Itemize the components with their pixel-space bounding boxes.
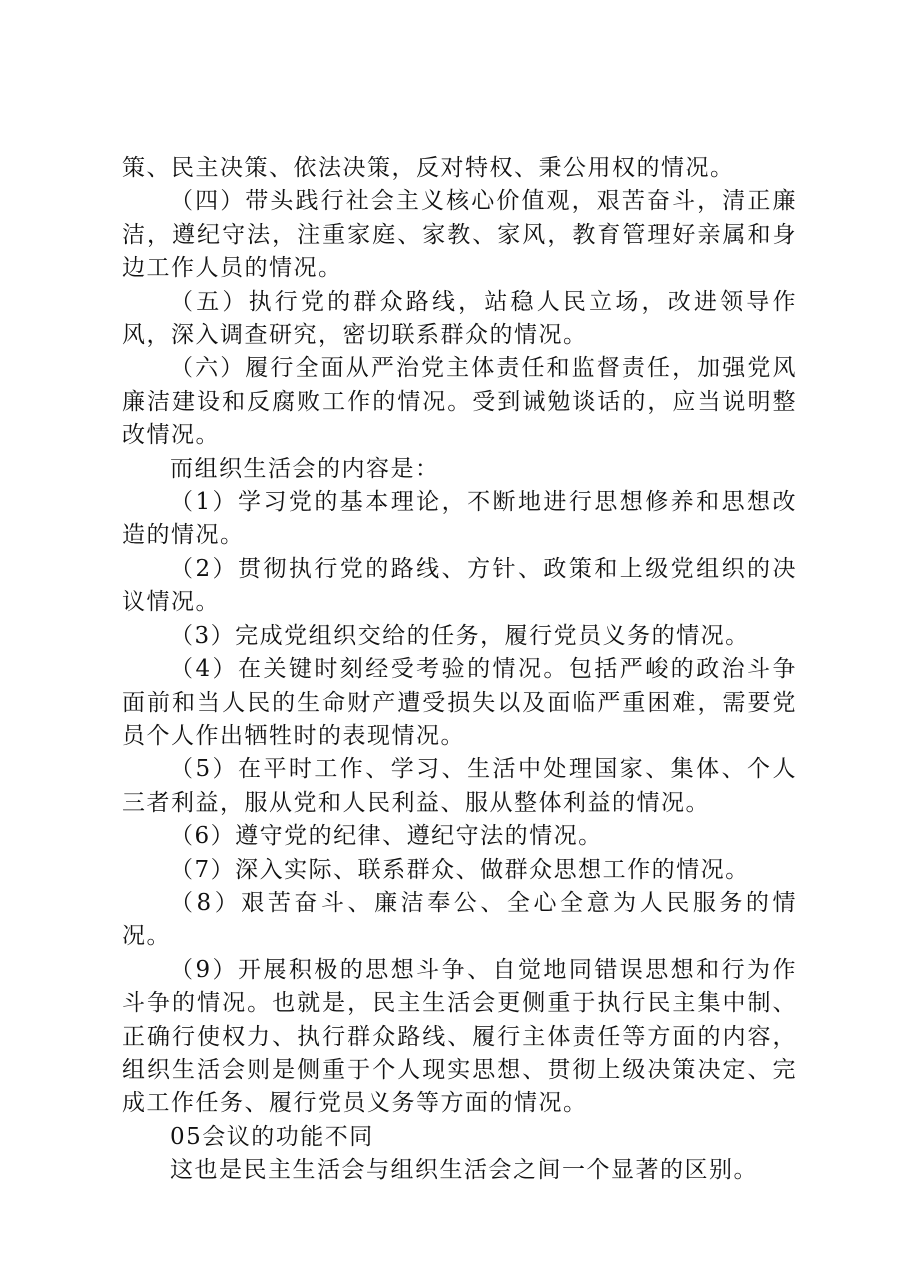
paragraph-list-7: （7）深入实际、联系群众、做群众思想工作的情况。 [170,856,750,883]
paragraph-item-6: （六）履行全面从严治党主体责任和监督责任，加强党风廉洁建设和反腐败工作的情况。受到诫勉谈话的，应当说明整改情况。 [122,355,797,449]
paragraph-list-8: （8）艰苦奋斗、廉洁奉公、全心全意为人民服务的情况。 [122,889,797,950]
paragraph-item-4: （四）带头践行社会主义核心价值观，艰苦奋斗，清正廉洁，遵纪守法，注重家庭、家教、家风，教育管理好亲属和身边工作人员的情况。 [122,188,797,282]
paragraph-list-3: （3）完成党组织交给的任务，履行党员义务的情况。 [170,622,750,649]
section-heading: 05会议的功能不同 [170,1123,374,1150]
paragraph-list-6: （6）遵守党的纪律、遵纪守法的情况。 [170,823,603,850]
document-body [122,152,797,1188]
paragraph-list-2: （2）贯彻执行党的路线、方针、政策和上级党组织的决议情况。 [122,555,797,616]
paragraph-closing: 这也是民主生活会与组织生活会之间一个显著的区别。 [170,1157,758,1184]
paragraph-list-1: （1）学习党的基本理论，不断地进行思想修养和思想改造的情况。 [122,489,797,549]
paragraph-intro-organization-meeting: 而组织生活会的内容是： [170,455,440,482]
paragraph-continuation: 策、民主决策、依法决策，反对特权、秉公用权的情况。 [122,155,735,181]
paragraph-item-5: （五）执行党的群众路线，站稳人民立场，改进领导作风，深入调查研究，密切联系群众的情况。 [122,288,797,349]
paragraph-list-9: （9）开展积极的思想斗争、自觉地同错误思想和行为作斗争的情况。也就是，民主生活会更侧重于执行民主集中制、正确行使权力、执行群众路线、履行主体责任等方面的内容，组织生活会则是侧重于个人现实思想、贯彻上级决策决定、完成工作任务、履行党员义务等方面的情况。 [122,956,797,1117]
paragraph-list-5: （5）在平时工作、学习、生活中处理国家、集体、个人三者利益，服从党和人民利益、服从整体利益的情况。 [122,756,797,816]
paragraph-list-4: （4）在关键时刻经受考验的情况。包括严峻的政治斗争面前和当人民的生命财产遭受损失以及面临严重困难，需要党员个人作出牺牲时的表现情况。 [122,656,797,749]
